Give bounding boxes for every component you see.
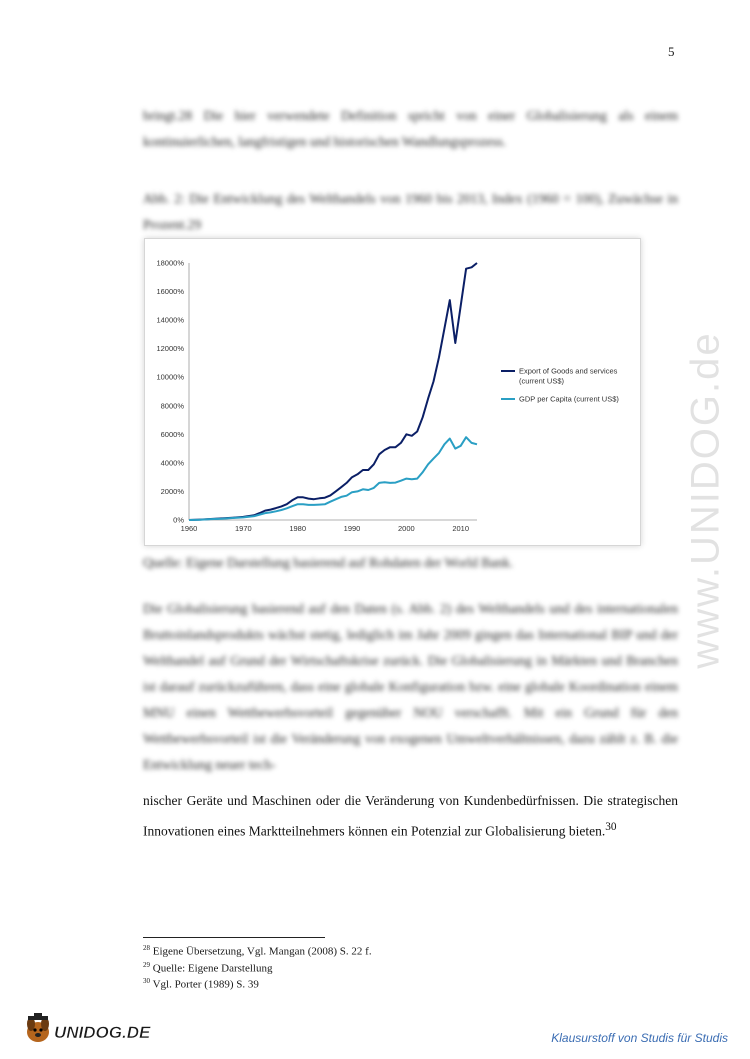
page-number: 5 (668, 44, 675, 59)
legend-entry: GDP per Capita (current US$) (519, 394, 619, 404)
y-tick-label: 10000% (156, 372, 184, 382)
footnote-reference: 30 (605, 821, 617, 833)
series-line-2 (189, 437, 477, 520)
y-tick-label: 14000% (156, 315, 184, 325)
figure-caption: Abb. 2: Die Entwicklung des Welthandels von 1960 bis 2013, Index (1960 = 100), Zuwächse in Prozent.29 (143, 191, 678, 232)
paragraph-intro: bringt.28 Die hier verwendete Definition spricht von einer Globalisierung als einem kontinuierlichen, langfristigen und historischen Wandlungsprozess. (143, 108, 678, 149)
y-tick-label: 8000% (160, 401, 184, 411)
logo-text: UNIDOG.DE (54, 1023, 151, 1042)
world-trade-chart (145, 239, 640, 545)
y-tick-label: 16000% (156, 287, 184, 297)
paragraph-body-text: nischer Geräte und Maschinen oder die Veränderung von Kundenbedürfnissen. Die strategischen Innovationen eines Marktteilnehmers können ein Potenzial zur Globalisierung bieten. (143, 793, 678, 839)
footnotes (143, 942, 372, 992)
footnote-item: $^{30}$ Vgl. Porter (1989) S. 39 (143, 977, 259, 991)
x-tick-label: 1980 (289, 524, 307, 533)
x-tick-label: 1990 (343, 524, 361, 533)
x-tick-label: 2000 (398, 524, 415, 533)
x-tick-label: 1960 (180, 524, 198, 533)
paragraph-body-visible (143, 788, 678, 845)
series-line-1 (189, 263, 477, 520)
x-tick-label: 2010 (452, 524, 470, 533)
y-tick-label: 6000% (160, 429, 184, 439)
y-tick-label: 0% (173, 515, 184, 525)
footnote-item: $^{28}$ Eigene Übersetzung, Vgl. Mangan (2008) S. 22 f. (143, 944, 372, 958)
y-tick-label: 18000% (156, 258, 184, 268)
y-tick-label: 2000% (160, 486, 184, 496)
paragraph-body-blurred: Die Globalisierung basierend auf den Daten (s. Abb. 2) des Welthandels und des internationalen Bruttoinlandsprodukts wächst stetig, lediglich im Jahr 2009 gingen das International BIP und der Welthandel auf Grund der Wirtschaftskrise zurück. Die Globalisierung in Märkten und Branchen ist darauf zurückzuführen, dass eine globale Konfiguration bzw. eine globale Koordination einem MNU einen Wettbewerbsvorteil gegenüber NOU verschafft. Mit ein Grund für den Wettbewerbsvorteil ist die Veränderung von exogenen Umweltverhältnissen, dazu zählt z. B. die Entwicklung neuer tech- (143, 601, 678, 772)
y-tick-label: 12000% (156, 344, 184, 354)
watermark: www.UNIDOG.de (683, 331, 728, 669)
footnote-item: $^{29}$ Quelle: Eigene Darstellung (143, 960, 273, 975)
chart-frame (144, 238, 641, 546)
unidog-logo[interactable] (22, 1012, 152, 1046)
x-tick-label: 1970 (234, 524, 252, 533)
dog-mascot-icon (27, 1013, 49, 1042)
figure-source: Quelle: Eigene Darstellung basierend auf Rohdaten der World Bank. (143, 555, 514, 570)
legend-entry: Export of Goods and services (current US$) (519, 366, 618, 386)
footnote-divider (143, 937, 325, 938)
y-tick-label: 4000% (160, 458, 184, 468)
footer-tagline: Klausurstoff von Studis für Studis (551, 1031, 728, 1045)
